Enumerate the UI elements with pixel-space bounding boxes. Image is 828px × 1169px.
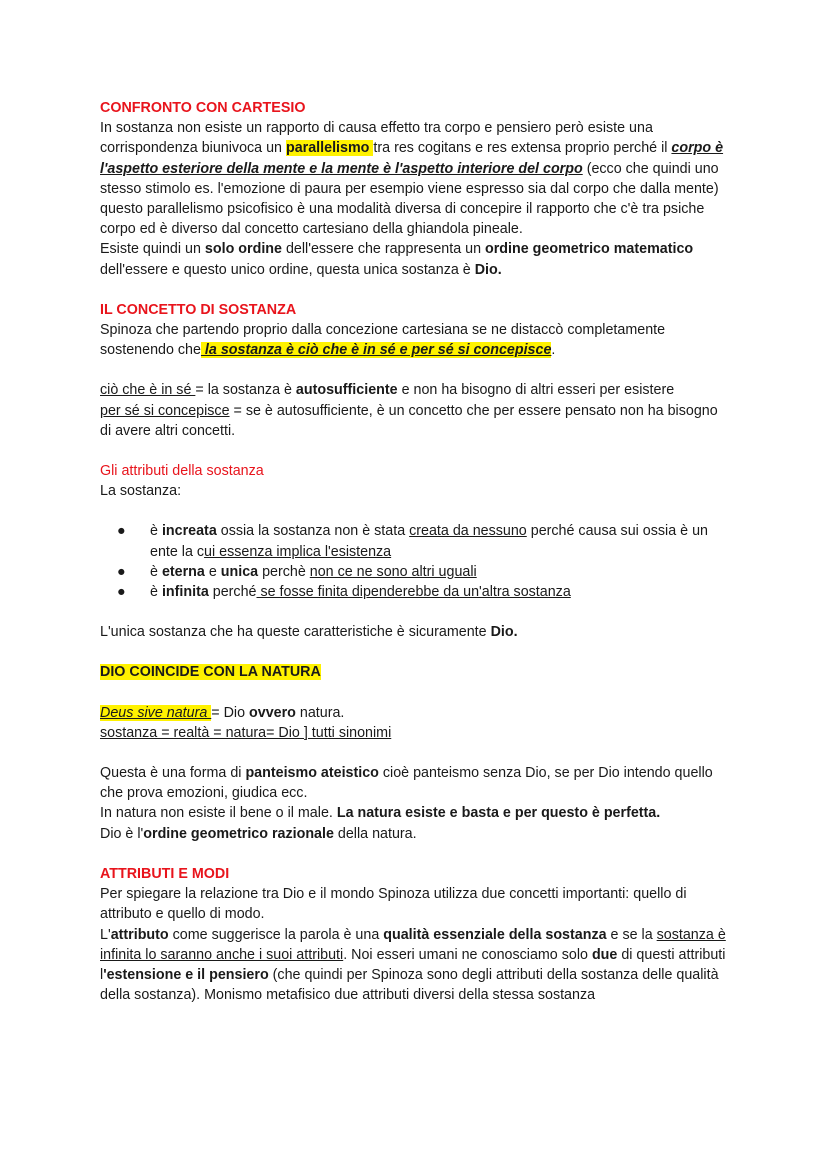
- bold-term: 'estensione e il pensiero: [103, 966, 269, 983]
- underlined-term: non ce ne sono altri uguali: [309, 563, 477, 580]
- definition-per-se: [100, 401, 730, 441]
- text: è: [150, 563, 162, 580]
- paragraph-parallelismo: [100, 118, 730, 239]
- bullet-icon: ●: [117, 584, 126, 601]
- emphasis-corpo-mente: corpo è l'aspetto esteriore della mente e la mente è l'aspetto interiore del corpo: [100, 140, 724, 177]
- spacer: [100, 441, 730, 461]
- list-item-infinita: [100, 582, 730, 602]
- highlight-parallelismo: parallelismo: [285, 140, 374, 157]
- paragraph-attributo-modo: Per spiegare la relazione tra Dio e il mondo Spinoza utilizza due concetti importanti: quello di attributo e quello di modo.: [100, 886, 687, 923]
- spacer: [100, 602, 730, 622]
- highlight-definizione-sostanza: la sostanza è ciò che è in sé e per sé si concepisce: [200, 342, 552, 359]
- bullet-icon: ●: [117, 523, 126, 540]
- text: Spinoza che partendo proprio dalla concezione cartesiana se ne distaccò completamente sostenendo che: [100, 322, 666, 359]
- text: = Dio: [211, 704, 250, 721]
- bold-term: attributo: [110, 926, 169, 943]
- bold-term: ordine geometrico matematico: [485, 241, 694, 258]
- text: è: [150, 584, 162, 601]
- text: = se è autosufficiente, è un concetto che per essere pensato non ha bisogno di avere altri concetti.: [100, 402, 718, 439]
- text: tra res cogitans e res extensa proprio perché il: [373, 140, 672, 157]
- paragraph-attributo-definizione: [100, 925, 730, 1006]
- text: In sostanza non esiste un rapporto di causa effetto tra corpo e pensiero però esiste una corrispondenza biunivoca un: [100, 120, 653, 157]
- bold-term: La natura esiste e basta e per questo è perfetta.: [336, 805, 661, 822]
- subheading-attributi-sostanza: Gli attributi della sostanza: [100, 463, 264, 480]
- text: della natura.: [333, 825, 417, 842]
- bold-term: ordine geometrico razionale: [143, 825, 334, 842]
- text: .: [551, 342, 556, 359]
- text: ossia la sostanza non è stata: [216, 523, 410, 540]
- list-item-eterna-unica: [100, 562, 730, 582]
- bold-term: qualità essenziale della sostanza: [383, 926, 607, 943]
- bold-term: Dio.: [474, 261, 502, 278]
- spacer: [100, 743, 730, 763]
- text: (che quindi per Spinoza sono degli attributi della sostanza delle qualità della sostanza). Monismo metafisico due attributi diversi della stessa sostanza: [100, 966, 719, 1004]
- bold-term: eterna: [161, 563, 205, 580]
- bullet-list-attributi: [100, 521, 730, 602]
- spacer: [100, 844, 730, 864]
- underlined-term: per sé si concepisce: [100, 402, 230, 419]
- document-page: [100, 98, 730, 1005]
- bold-term: solo ordine: [204, 241, 282, 258]
- text: cioè panteismo senza Dio, se per Dio intendo quello che prova emozioni, giudica ecc.: [100, 765, 713, 802]
- bold-term: ovvero: [249, 704, 296, 721]
- list-item-increata: [100, 521, 730, 561]
- bold-term: due: [591, 946, 618, 963]
- text: perchè: [258, 563, 310, 580]
- underlined-term: sostanza è infinita lo saranno anche i suoi attributi: [100, 926, 726, 963]
- paragraph-bene-male: [100, 803, 730, 823]
- underlined-term: ui essenza implica l'esistenza: [204, 543, 392, 560]
- text: L'unica sostanza che ha queste caratteristiche è sicuramente: [100, 624, 491, 641]
- text: è: [150, 523, 162, 540]
- paragraph-solo-ordine: [100, 239, 730, 279]
- definition-in-se: [100, 380, 730, 400]
- text: L': [100, 926, 111, 943]
- text: = la sostanza è: [195, 382, 296, 399]
- highlight-heading: DIO COINCIDE CON LA NATURA: [100, 664, 321, 681]
- spacer: [100, 683, 730, 703]
- text: In natura non esiste il bene o il male.: [100, 805, 337, 822]
- bold-term: infinita: [161, 584, 209, 601]
- text: e non ha bisogno di altri esseri per esistere: [397, 382, 675, 399]
- text: perché: [208, 584, 257, 601]
- text: come suggerisce la parola è una: [168, 926, 384, 943]
- spacer: [100, 280, 730, 300]
- text: Questa è una forma di: [100, 765, 246, 782]
- bold-term: autosufficiente: [295, 382, 398, 399]
- underlined-term: ciò che è in sé: [100, 382, 196, 399]
- text: e: [204, 563, 221, 580]
- heading-confronto-cartesio: CONFRONTO CON CARTESIO: [100, 100, 306, 116]
- heading-attributi-modi: ATTRIBUTI E MODI: [100, 865, 230, 882]
- text: e se la: [606, 926, 657, 943]
- paragraph-panteismo: [100, 763, 730, 803]
- intro-la-sostanza: La sostanza:: [100, 483, 182, 500]
- text: dell'essere che rappresenta un: [281, 241, 485, 258]
- text: perché causa sui ossia è un ente la c: [150, 523, 708, 560]
- text: Esiste quindi un: [100, 241, 205, 258]
- line-deus-sive-natura: [100, 703, 730, 723]
- underlined-term: creata da nessuno: [409, 523, 527, 540]
- text: (ecco che quindi uno stesso stimolo es. l'emozione di paura per esempio viene espresso sia dal corpo che dalla mente) questo parallelismo psicofisico è una modalità diversa di concepire il rapporto che c'è tra psiche corpo ed è diverso dal concetto cartesiano della ghiandola pineale.: [100, 160, 719, 238]
- text: Dio è l': [100, 825, 144, 842]
- spacer: [100, 501, 730, 521]
- text: dell'essere e questo unico ordine, questa unica sostanza è: [100, 261, 475, 278]
- heading-dio-natura: [100, 662, 730, 682]
- line-sinonimi: sostanza = realtà = natura= Dio ] tutti sinonimi: [100, 724, 392, 741]
- bold-term: increata: [161, 523, 217, 540]
- underlined-term: se fosse finita dipenderebbe da un'altra sostanza: [256, 584, 571, 601]
- bold-term: panteismo ateistico: [245, 765, 379, 782]
- heading-concetto-sostanza: IL CONCETTO DI SOSTANZA: [100, 301, 297, 318]
- paragraph-ordine-razionale: [100, 824, 730, 844]
- bullet-icon: ●: [117, 563, 126, 580]
- spacer: [100, 360, 730, 380]
- bold-term: unica: [220, 563, 259, 580]
- bold-term: Dio.: [490, 624, 518, 641]
- highlight-deus-sive-natura: Deus sive natura: [100, 704, 212, 721]
- text: natura.: [295, 704, 345, 721]
- spacer: [100, 642, 730, 662]
- paragraph-spinoza-sostanza: [100, 320, 730, 360]
- text: di questi attributi l: [100, 946, 726, 983]
- text: . Noi esseri umani ne conosciamo solo: [343, 946, 592, 963]
- paragraph-unica-sostanza: [100, 622, 730, 642]
